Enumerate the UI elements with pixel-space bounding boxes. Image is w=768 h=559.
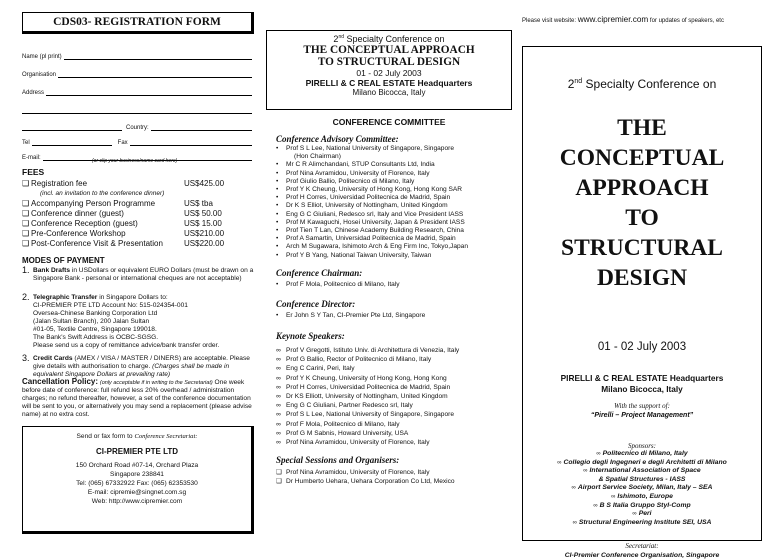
keynote-heading: Keynote Speakers: [276, 331, 345, 341]
committee-heading: CONFERENCE COMMITTEE [332, 117, 446, 127]
director-heading: Conference Director: [276, 299, 356, 309]
visit-text: Please visit website: [522, 18, 577, 24]
organisation-label: Organisation [22, 72, 57, 78]
support-heading: With the support of: [614, 402, 670, 410]
list-item: • Eng G C Giuliani, Redesco srl, Italy and Vice President IASS [276, 210, 464, 218]
cover-box [522, 46, 762, 559]
checkbox-icon[interactable]: ❑ [22, 229, 30, 238]
fee-row[interactable] [22, 219, 254, 229]
website-link[interactable]: www.cipremier.com [577, 15, 649, 24]
special-list [276, 468, 512, 486]
secretariat-box [22, 426, 254, 534]
fee-label: Conference Reception (guest) [31, 219, 138, 228]
registration-title: CDS03- REGISTRATION FORM [22, 12, 254, 34]
cover-title-line: TO [625, 205, 659, 231]
fee-amount: US$210.00 [184, 229, 225, 238]
cover-dates: 01 - 02 July 2003 [597, 341, 687, 353]
country-label: Country: [126, 125, 149, 131]
cover-location: Milano Bicocca, Italy [601, 384, 683, 394]
tel-fax-field[interactable] [22, 136, 252, 146]
fees-heading: FEES [22, 167, 45, 177]
list-item: ❑ Prof Nina Avramidou, University of Florence, Italy [276, 469, 430, 476]
contact-email[interactable]: E-mail: cipremie@singnet.com.sg [87, 489, 187, 496]
payment-text: in Singapore Dollars to: [97, 294, 168, 301]
fee-amount: US$ tba [184, 199, 213, 208]
fee-amount: US$220.00 [184, 239, 225, 248]
fee-label: Registration fee [31, 179, 88, 188]
bank-line: CI-PREMIER PTE LTD Account No: 515-024354-001 [33, 302, 188, 309]
list-item: ∞ Eng C Carini, Peri, Italy [276, 365, 355, 373]
sponsor-item: ∞ Politecnico di Milano, Italy [596, 450, 688, 457]
payment-method: Credit Cards [33, 355, 73, 362]
tel-label: Tel [22, 140, 30, 146]
fee-amount: US$ 15.00 [184, 219, 222, 228]
list-item: ∞ Prof F Mola, Politecnico di Milano, Italy [276, 420, 400, 428]
cover-title-line: DESIGN [596, 265, 688, 291]
contact-line: Tel: (065) 67332922 Fax: (065) 62353530 [76, 480, 198, 487]
cancel-heading: Cancellation Policy: [22, 377, 99, 386]
list-item: ∞ Prof S L Lee, National University of Singapore, Singapore [276, 411, 454, 419]
cancel-note: (only acceptable if in writing to the Secretariat) [99, 380, 213, 386]
fee-row[interactable] [22, 179, 254, 189]
conference-venue: PIRELLI & C REAL ESTATE Headquarters [305, 78, 473, 88]
fee-row[interactable] [22, 199, 254, 209]
name-label: Name (pl print) [22, 54, 62, 60]
list-item: • Prof Giulio Ballio, Politecnico di Milano, Italy [276, 177, 415, 185]
list-item: ∞ Prof V Gregotti, Istituto Univ. di Architettura di Venezia, Italy [276, 347, 460, 354]
sponsor-item: ∞ Airport Service Society, Milan, Italy – SEA [571, 484, 713, 492]
organisation-field[interactable] [22, 68, 252, 78]
address-label: Address [22, 90, 45, 96]
cover-title-line: THE [617, 115, 667, 141]
fee-row[interactable] [22, 209, 254, 219]
advisory-list [276, 145, 512, 260]
list-item: • Prof M Kawaguchi, Hosei University, Japan & President IASS [276, 218, 465, 226]
payment-number: 3. [22, 353, 30, 363]
list-item: • Prof Nina Avramidou, University of Florence, Italy [276, 169, 430, 177]
checkbox-icon[interactable]: ❑ [22, 199, 30, 208]
list-item: • Prof Y B Yang, National Taiwan University, Taiwan [276, 251, 432, 259]
list-item: ∞ Prof H Corres, Universidad Politecnica de Madrid, Spain [276, 383, 451, 391]
bank-line: (Jalan Sultan Branch), 200 Jalan Sultan [33, 318, 150, 325]
cancellation-policy [22, 378, 254, 419]
bank-line: #01-05, Textile Centre, Singapore 199018. [33, 326, 157, 333]
list-item: • Prof F Mola, Politecnico di Milano, Italy [276, 281, 400, 288]
sponsor-item: ∞ Ishimoto, Europe [611, 492, 673, 500]
address-field[interactable] [22, 86, 252, 96]
keynote-list [276, 346, 512, 447]
list-item: ∞ Prof G Ballio, Rector of Politecnico di Milano, Italy [276, 356, 432, 364]
edition-suffix: nd [338, 34, 344, 40]
list-item: ∞ Eng G C Giuliani, Partner Redesco srl, Italy [276, 402, 413, 410]
address-line-2[interactable] [22, 104, 252, 114]
payment-heading: MODES OF PAYMENT [22, 256, 105, 265]
fee-amount: US$425.00 [184, 179, 225, 188]
list-item: • Prof H Corres, Universidad Politecnica de Madrid, Spain [276, 194, 451, 202]
cover-edition: 2 [567, 77, 575, 91]
name-field[interactable] [22, 50, 252, 60]
bank-line: Oversea-Chinese Banking Corporation Ltd [33, 310, 158, 317]
fee-label: Accompanying Person Programme [31, 199, 156, 208]
cover-venue-name: PIRELLI & C REAL ESTATE Headquarters [560, 373, 724, 383]
visit-tail: for updates of speakers, etc [648, 18, 724, 24]
payment-text: (AMEX / VISA / MASTER / DINERS) are acceptable. Please give details with authorisation to charge. [33, 355, 250, 370]
sponsor-item: ∞ B S Italia Gruppo Styl-Comp [593, 501, 691, 509]
website-note [522, 16, 762, 25]
list-item: • Prof Y K Cheung, University of Hong Kong, Hong Kong SAR [276, 186, 463, 194]
list-item: (Hon Chairman) [294, 153, 341, 161]
cover-title [523, 113, 761, 293]
committee-panel [266, 6, 512, 536]
sponsor-item: ∞ Structural Engineering Institute SEI, USA [572, 518, 712, 526]
contact-web[interactable]: Web: http://www.cipremier.com [91, 498, 183, 505]
conference-location: Milano Bicocca, Italy [352, 88, 426, 97]
fee-amount: US$ 50.00 [184, 209, 222, 218]
support-name: “Pirelli – Project Management” [590, 412, 694, 419]
list-item: • Prof Tien T Lan, Chinese Academy Building Research, China [276, 227, 464, 235]
secretariat-name: CI-Premier Conference Organisation, Singapore [564, 552, 720, 559]
contact-line: 150 Orchard Road #07-14, Orchard Plaza [75, 462, 199, 469]
country-field[interactable] [22, 121, 252, 131]
payment-method: Telegraphic Transfer [33, 294, 98, 301]
registration-panel [12, 6, 258, 536]
payment-item [22, 294, 254, 350]
conference-header [266, 30, 512, 110]
checkbox-icon[interactable]: ❑ [22, 239, 30, 248]
checkbox-icon[interactable]: ❑ [22, 219, 30, 228]
list-item: • Arch M Sugawara, Ishimoto Arch & Eng Firm Inc, Tokyo,Japan [276, 243, 469, 251]
bank-line: Please send us a copy of remittance advice/bank transfer order. [33, 342, 220, 349]
chairman-list [276, 281, 512, 289]
send-heading-italic: Conference Secretariat: [134, 433, 198, 440]
cover-title-line: STRUCTURAL [561, 235, 723, 261]
edition-number: 2 [333, 34, 339, 44]
checkbox-icon[interactable]: ❑ [22, 179, 30, 188]
sponsor-item: ∞ Peri [632, 510, 652, 518]
fax-label: Fax [117, 140, 128, 146]
payment-number: 1. [22, 265, 30, 275]
cover-title-line: CONCEPTUAL [559, 145, 725, 171]
advisory-heading: Conference Advisory Committee: [276, 134, 399, 144]
edition-text: Specialty Conference on [344, 34, 445, 44]
fee-label: Conference dinner (guest) [31, 209, 124, 218]
cover-edition-suffix: nd [574, 78, 583, 85]
list-item: ❑ Dr Humberto Uehara, Uehara Corporation Co Ltd, Mexico [276, 478, 455, 485]
company-name: CI-PREMIER PTE LTD [95, 447, 179, 456]
cancel-text: One week before date of conference: full refund less 20% overhead / administration charges; no refund thereafter, however, a set of the conference documentation will be sent to you, or alternatively you may send a replacement (please advise name) at no extra cost. [22, 379, 252, 418]
fee-note: (incl. an invitation to the conference dinner) [40, 190, 165, 197]
fee-row[interactable] [22, 239, 254, 249]
fee-label: Pre-Conference Workshop [31, 229, 126, 238]
cover-edition-text: Specialty Conference on [582, 77, 717, 91]
sponsor-item: ∞ Collegio degli Ingegneri e degli Architetti di Milano [557, 458, 727, 466]
conference-title-1: THE CONCEPTUAL APPROACH [303, 44, 475, 56]
checkbox-icon[interactable]: ❑ [22, 209, 30, 218]
send-heading: Send or fax form to [76, 433, 133, 440]
fee-label: Post-Conference Visit & Presentation [31, 239, 163, 248]
list-item: • Mr C R Alimchandani, STUP Consultants Ltd, India [276, 161, 435, 169]
list-item: • Prof S L Lee, National University of Singapore, Singapore [276, 145, 454, 152]
list-item: • Dr K S Elliot, University of Nottingham, United Kingdom [276, 202, 448, 210]
sponsors-heading: Sponsors: [627, 442, 656, 450]
cover-panel [522, 6, 768, 559]
payment-note: (Charges shall be made in equivalent Singapore Dollars at prevailing rate) [33, 363, 230, 378]
list-item: ∞ Prof G M Sabnis, Howard University, USA [276, 429, 409, 437]
sponsor-item: & Spatial Structures - IASS [598, 475, 686, 483]
payment-text: in USDollars or equivalent EURO Dollars (must be drawn on a Singapore Bank - personal or international cheques are not acceptable) [33, 267, 254, 282]
conference-title-2: TO STRUCTURAL DESIGN [317, 56, 461, 68]
sponsor-item: ∞ International Association of Space [583, 467, 701, 475]
cover-title-line: APPROACH [575, 175, 709, 201]
card-note: (or clip your business/name card here) [92, 158, 178, 164]
conference-dates: 01 - 02 July 2003 [356, 68, 422, 78]
cover-venue [523, 373, 761, 395]
fee-row[interactable] [22, 229, 254, 239]
list-item: • Er John S Y Tan, CI-Premier Pte Ltd, Singapore [276, 312, 426, 319]
list-item: • Prof A Samartin, Universidad Politecnica de Madrid, Spain [276, 235, 456, 243]
payment-method: Bank Drafts [33, 267, 71, 274]
list-item: ∞ Dr KS Elliott, University of Nottingham, United Kingdom [276, 393, 448, 401]
list-item: ∞ Prof Y K Cheung, University of Hong Kong, Hong Kong [276, 374, 447, 382]
email-label: E-mail: [22, 155, 41, 161]
director-list [276, 312, 512, 320]
list-item: ∞ Prof Nina Avramidou, University of Florence, Italy [276, 439, 430, 447]
contact-line: Singapore 238841 [110, 471, 164, 478]
bank-line: The Bank's Swift Address is OCBC-SGSG. [33, 334, 159, 341]
payment-number: 2. [22, 292, 30, 302]
special-heading: Special Sessions and Organisers: [276, 455, 400, 465]
secretariat-heading: Secretariat: [625, 542, 659, 551]
payment-item [22, 355, 254, 379]
payment-item [22, 267, 254, 283]
chairman-heading: Conference Chairman: [276, 268, 363, 278]
